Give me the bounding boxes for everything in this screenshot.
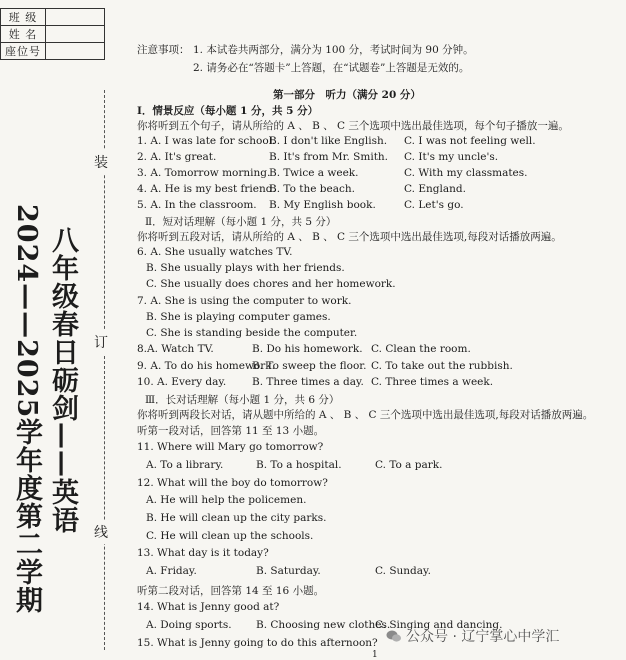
q8-option-c: C. Clean the room.: [371, 343, 471, 355]
q10-option-b: B. Three times a day.: [252, 376, 364, 388]
watermark-text: 公众号 · 辽宁掌心中学汇: [406, 629, 560, 645]
q3-option-c: C. With my classmates.: [404, 167, 528, 179]
section-1-instructions: 你将听到五个句子，请从所给的 A 、 B 、 C 三个选项中选出最佳选项，每个句子播放一遍。: [137, 120, 569, 132]
q13-option-b: B. Saturday.: [256, 565, 321, 577]
q6-option-b: B. She usually plays with her friends.: [146, 262, 345, 274]
vertical-exam-title: 八年级春日砺剑——英语: [47, 226, 78, 534]
q11-option-b: B. To a hospital.: [256, 459, 342, 471]
watermark: [386, 626, 559, 646]
student-info-table: [0, 8, 105, 60]
q10-option-a: 10. A. Every day.: [137, 376, 227, 388]
q5-option-a: 5. A. In the classroom.: [137, 199, 257, 211]
q13-stem: 13. What day is it today?: [137, 547, 269, 559]
q2-option-c: C. It's my uncle's.: [404, 151, 499, 163]
q2-option-a: 2. A. It's great.: [137, 151, 217, 163]
seat-field[interactable]: [46, 43, 105, 60]
section-3-title: Ⅲ．长对话理解（每小题 1 分，共 6 分）: [145, 394, 340, 406]
binding-mark-xian: 线: [94, 520, 108, 544]
part-title: 第一部分 听力（满分 20 分）: [273, 89, 421, 101]
q9-option-c: C. To take out the rubbish.: [371, 360, 513, 372]
q12-stem: 12. What will the boy do tomorrow?: [137, 477, 328, 489]
q15-stem: 15. What is Jenny going to do this afternoon?: [137, 637, 378, 649]
q1-option-c: C. I was not feeling well.: [404, 135, 536, 147]
q14-option-a: A. Doing sports.: [146, 619, 232, 631]
q12-option-a: A. He will help the policemen.: [146, 494, 307, 506]
q6-option-a: 6. A. She usually watches TV.: [137, 246, 293, 258]
binding-mark-ding: 订: [94, 330, 108, 354]
binding-mark-zhuang: 装: [94, 150, 108, 174]
q11-option-c: C. To a park.: [375, 459, 443, 471]
notice-label: 注意事项：: [137, 44, 190, 56]
q8-option-a: 8.A. Watch TV.: [137, 343, 214, 355]
q1-option-b: B. I don't like English.: [269, 135, 388, 147]
q11-option-a: A. To a library.: [146, 459, 224, 471]
q4-option-c: C. England.: [404, 183, 466, 195]
q7-option-c: C. She is standing beside the computer.: [146, 327, 358, 339]
q1-option-a: 1. A. I was late for school.: [137, 135, 276, 147]
q12-option-b: B. He will clean up the city parks.: [146, 512, 327, 524]
class-field[interactable]: [46, 9, 105, 26]
notice-line-2: 2. 请务必在“答题卡”上答题，在“试题卷”上答题是无效的。: [193, 62, 470, 74]
name-field[interactable]: [46, 26, 105, 43]
q3-option-a: 3. A. Tomorrow morning.: [137, 167, 271, 179]
q6-option-c: C. She usually does chores and her homework.: [146, 278, 396, 290]
vertical-year-title: 2024——2025学年度第二学期: [11, 204, 42, 615]
q12-option-c: C. He will clean up the schools.: [146, 530, 314, 542]
notice-line-1: 1. 本试卷共两部分，满分为 100 分，考试时间为 90 分钟。: [193, 44, 474, 56]
q13-option-c: C. Sunday.: [375, 565, 431, 577]
q3-option-b: B. Twice a week.: [269, 167, 359, 179]
binding-line: [104, 90, 105, 650]
q14-option-b: B. Choosing new clothes.: [256, 619, 391, 631]
q14-option-c: C. Singing and dancing.: [375, 619, 503, 631]
q9-option-b: B. To sweep the floor.: [252, 360, 367, 372]
q14-stem: 14. What is Jenny good at?: [137, 601, 280, 613]
page-number: 1: [372, 650, 378, 660]
seat-label: 座位号: [1, 43, 46, 60]
q13-option-a: A. Friday.: [146, 565, 197, 577]
section-2-title: Ⅱ．短对话理解（每小题 1 分，共 5 分）: [145, 216, 337, 228]
section-3-instructions: 你将听到两段长对话，请从题中所给的 A 、 B 、 C 三个选项中选出最佳选项,每段对话播放两遍。: [137, 409, 594, 421]
class-label: 班 级: [1, 9, 46, 26]
q9-option-a: 9. A. To do his homework.: [137, 360, 275, 372]
dialogue-1-intro: 听第一段对话，回答第 11 至 13 小题。: [137, 425, 325, 437]
section-1-title: Ⅰ．情景反应（每小题 1 分，共 5 分）: [137, 105, 319, 117]
q5-option-c: C. Let's go.: [404, 199, 464, 211]
dialogue-2-intro: 听第二段对话，回答第 14 至 16 小题。: [137, 585, 325, 597]
q4-option-a: 4. A. He is my best friend.: [137, 183, 276, 195]
q10-option-c: C. Three times a week.: [371, 376, 494, 388]
name-label: 姓 名: [1, 26, 46, 43]
q5-option-b: B. My English book.: [269, 199, 376, 211]
section-2-instructions: 你将听到五段对话，请从所给的 A 、 B 、 C 三个选项中选出最佳选项,每段对话播放两遍。: [137, 231, 562, 243]
q7-option-a: 7. A. She is using the computer to work.: [137, 295, 352, 307]
wechat-icon: [386, 628, 402, 644]
q11-stem: 11. Where will Mary go tomorrow?: [137, 441, 324, 453]
q2-option-b: B. It's from Mr. Smith.: [269, 151, 389, 163]
q8-option-b: B. Do his homework.: [252, 343, 363, 355]
q7-option-b: B. She is playing computer games.: [146, 311, 331, 323]
q4-option-b: B. To the beach.: [269, 183, 355, 195]
